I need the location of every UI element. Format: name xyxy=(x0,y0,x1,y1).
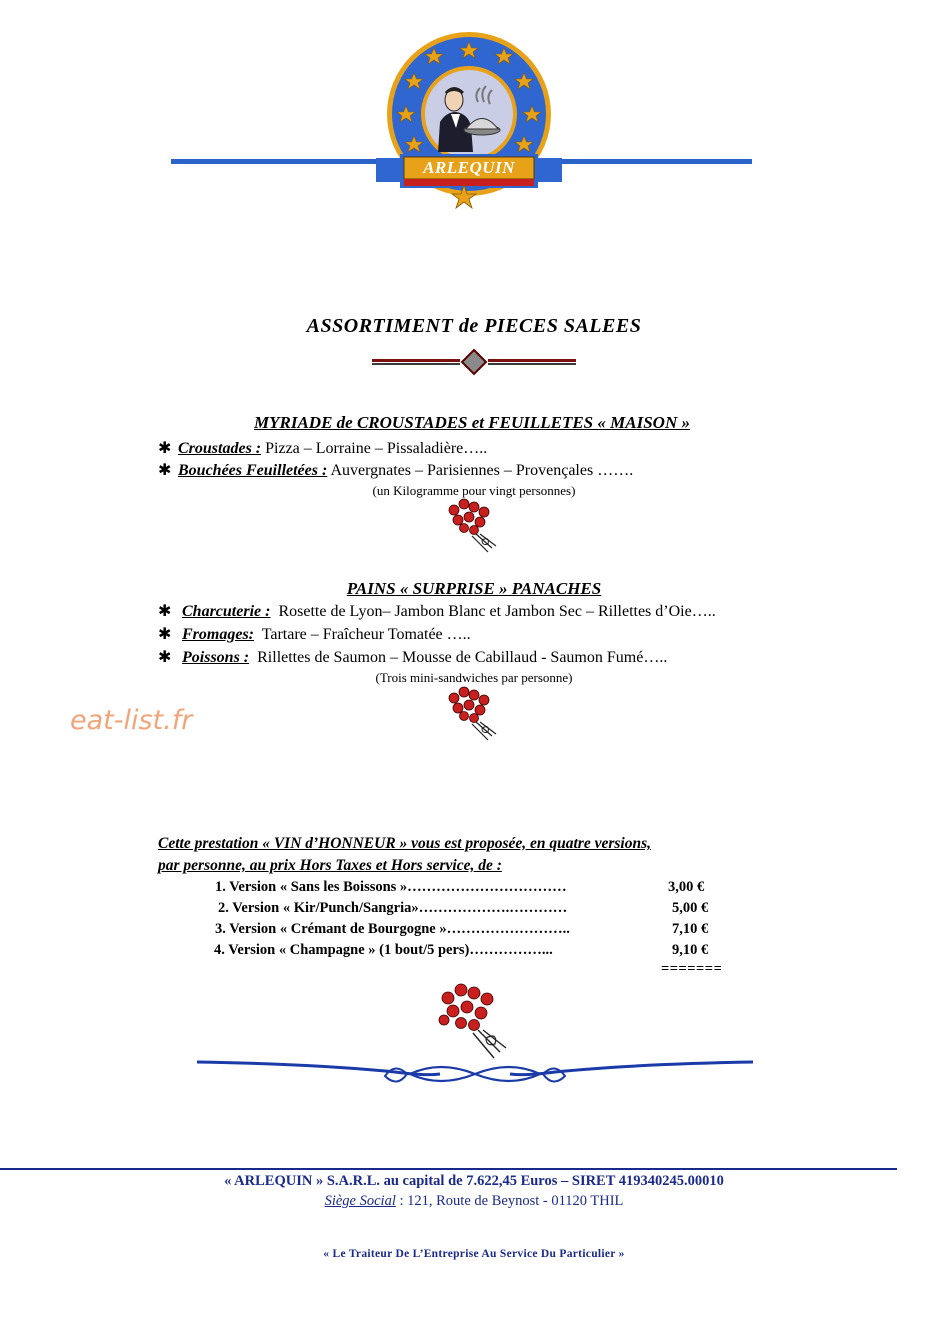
footer-company-line: « ARLEQUIN » S.A.R.L. au capital de 7.622,45 Euros – SIRET 419340245.00010 xyxy=(224,1173,724,1189)
logo-band-right xyxy=(552,159,752,164)
offer-line-1: Cette prestation « VIN d’HONNEUR » vous est proposée, en quatre versions, xyxy=(158,835,651,852)
version-2-label: 2. Version « Kir/Punch/Sangria»……………….………… xyxy=(218,900,568,916)
watermark: eat-list.fr xyxy=(70,705,193,736)
logo-name: ARLEQUIN xyxy=(423,158,515,177)
bouquet-icon xyxy=(434,980,516,1062)
bouquet-icon xyxy=(442,684,504,744)
section-pains-title: PAINS « SURPRISE » PANACHES xyxy=(346,579,602,598)
offer-line-2: par personne, au prix Hors Taxes et Hors service, de : xyxy=(158,857,502,874)
bouquet-icon xyxy=(442,496,504,556)
version-1-price: 3,00 € xyxy=(668,879,705,895)
section-croustades-note: (un Kilogramme pour vingt personnes) xyxy=(372,483,576,498)
section-pains-note: (Trois mini-sandwiches par personne) xyxy=(375,670,573,685)
list-item-charcuterie: ✱ Charcuterie : Rosette de Lyon– Jambon Blanc et Jambon Sec – Rillettes d’Oie….. xyxy=(158,603,716,620)
total-separator: ======= xyxy=(661,961,723,977)
version-2-price: 5,00 € xyxy=(672,900,709,916)
footer-rule xyxy=(0,1168,897,1170)
divider-ornament xyxy=(372,348,576,378)
arlequin-logo xyxy=(376,30,562,212)
list-item-poissons: ✱ Poissons : Rillettes de Saumon – Mousse de Cabillaud - Saumon Fumé….. xyxy=(158,649,668,666)
bullet-icon: ✱ xyxy=(158,462,172,479)
version-4-label: 4. Version « Champagne » (1 bout/5 pers)……………... xyxy=(214,942,553,958)
version-3-price: 7,10 € xyxy=(672,921,709,937)
footer-address xyxy=(0,1193,948,1210)
flourish-ornament xyxy=(195,1052,755,1088)
bullet-icon: ✱ xyxy=(158,603,172,620)
footer-siege-label: Siège Social xyxy=(324,1193,396,1209)
footer-siege-text: : 121, Route de Beynost - 01120 THIL xyxy=(399,1193,624,1209)
footer-motto: « Le Traiteur De L’Entreprise Au Service Du Particulier » xyxy=(323,1248,625,1260)
bullet-icon: ✱ xyxy=(158,626,172,643)
version-3-label: 3. Version « Crémant de Bourgogne »…………………….. xyxy=(215,921,570,937)
list-item-croustades: ✱ Croustades : Pizza – Lorraine – Pissaladière….. xyxy=(158,440,488,457)
bullet-icon: ✱ xyxy=(158,649,172,666)
logo-band-left xyxy=(171,159,391,164)
list-item-bouchees: ✱ Bouchées Feuilletées : Auvergnates – Parisiennes – Provençales ……. xyxy=(158,462,634,479)
version-1-label: 1. Version « Sans les Boissons »…………………………… xyxy=(215,879,567,895)
list-item-fromages: ✱ Fromages: Tartare – Fraîcheur Tomatée ….. xyxy=(158,626,471,643)
page-title: ASSORTIMENT de PIECES SALEES xyxy=(306,315,642,337)
version-4-price: 9,10 € xyxy=(672,942,709,958)
bullet-icon: ✱ xyxy=(158,440,172,457)
section-croustades-title: MYRIADE de CROUSTADES et FEUILLETES « MAISON » xyxy=(254,413,690,432)
